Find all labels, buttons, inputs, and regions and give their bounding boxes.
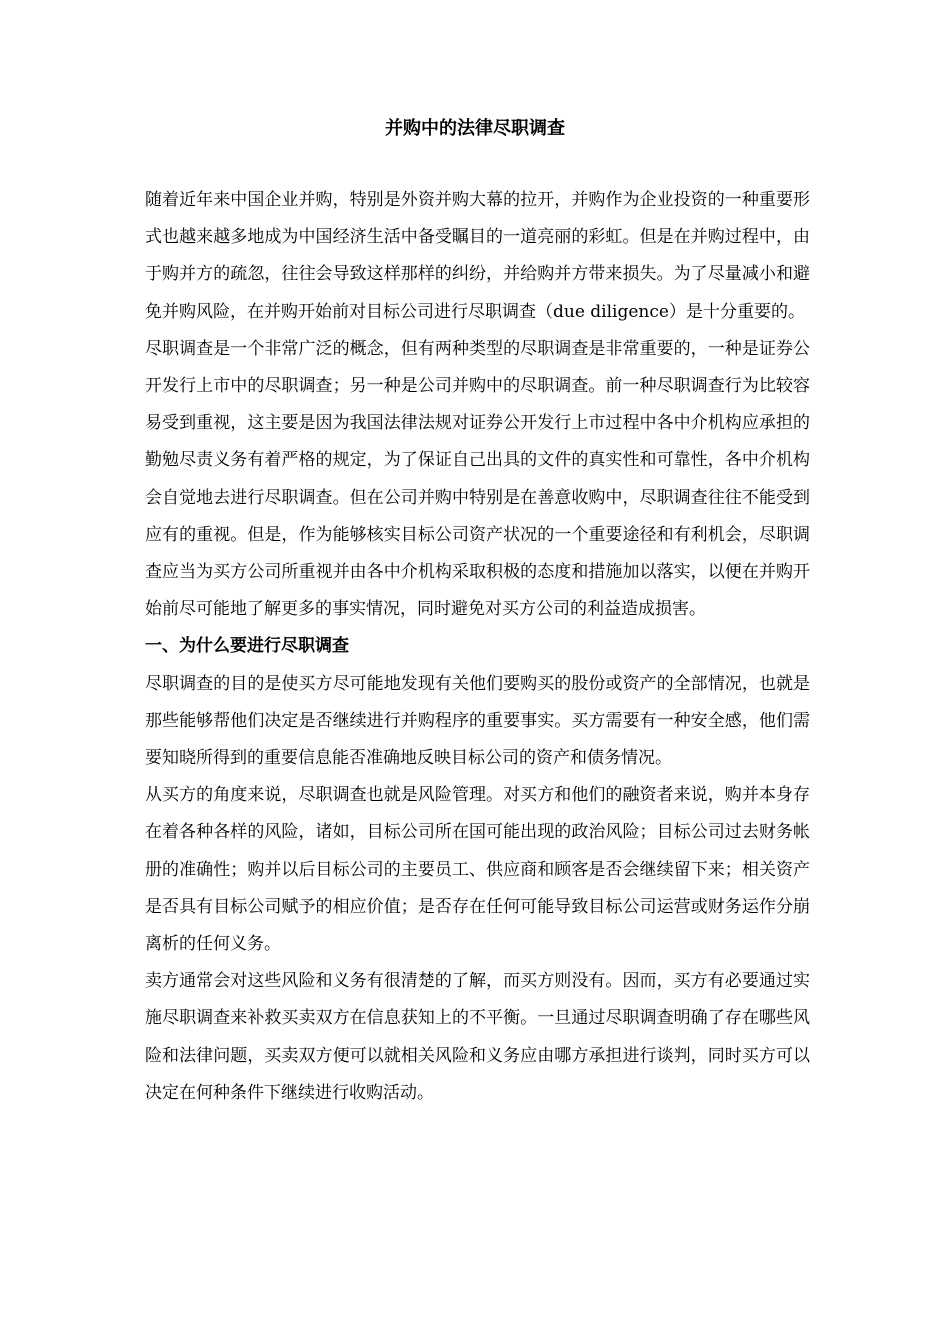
paragraph-risk-management: 从买方的角度来说，尽职调查也就是风险管理。对买方和他们的融资者来说，购并本身存在着各种各样的风险，诸如，目标公司所在国可能出现的政治风险；目标公司过去财务帐册的准确性；购并以后目标公司的主要员工、供应商和顾客是否会继续留下来；相关资产是否具有目标公司赋予的相应价值；是否存在任何可能导致目标公司运营或财务运作分崩离析的任何义务。 — [145, 785, 810, 955]
document-body — [145, 182, 810, 1112]
section-heading-why-due-diligence: 一、为什么要进行尽职调查 — [145, 636, 349, 657]
document-title: 并购中的法律尽职调查 — [385, 118, 565, 139]
paragraph-purpose: 尽职调查的目的是使买方尽可能地发现有关他们要购买的股份或资产的全部情况，也就是那些能够帮他们决定是否继续进行并购程序的重要事实。买方需要有一种安全感，他们需要知晓所得到的重要信息能否准确地反映目标公司的资产和债务情况。 — [145, 673, 810, 769]
paragraph-intro: 随着近年来中国企业并购，特别是外资并购大幕的拉开，并购作为企业投资的一种重要形式也越来越多地成为中国经济生活中备受瞩目的一道亮丽的彩虹。但是在并购过程中，由于购并方的疏忽，往往会导致这样那样的纠纷，并给购并方带来损失。为了尽量减小和避免并购风险，在并购开始前对目标公司进行尽职调查（due diligence）是十分重要的。 — [145, 190, 810, 322]
paragraph-due-diligence-types: 尽职调查是一个非常广泛的概念，但有两种类型的尽职调查是非常重要的，一种是证券公开发行上市中的尽职调查；另一种是公司并购中的尽职调查。前一种尽职调查行为比较容易受到重视，这主要是因为我国法律法规对证券公开发行上市过程中各中介机构应承担的勤勉尽责义务有着严格的规定，为了保证自己出具的文件的真实性和可靠性，各中介机构会自觉地去进行尽职调查。但在公司并购中特别是在善意收购中，尽职调查往往不能受到应有的重视。但是，作为能够核实目标公司资产状况的一个重要途径和有利机会，尽职调查应当为买方公司所重视并由各中介机构采取积极的态度和措施加以落实，以便在并购开始前尽可能地了解更多的事实情况，同时避免对买方公司的利益造成损害。 — [145, 338, 810, 620]
paragraph-information-asymmetry: 卖方通常会对这些风险和义务有很清楚的了解，而买方则没有。因而，买方有必要通过实施尽职调查来补救买卖双方在信息获知上的不平衡。一旦通过尽职调查明确了存在哪些风险和法律问题，买卖双方便可以就相关风险和义务应由哪方承担进行谈判，同时买方可以决定在何种条件下继续进行收购活动。 — [145, 971, 810, 1103]
